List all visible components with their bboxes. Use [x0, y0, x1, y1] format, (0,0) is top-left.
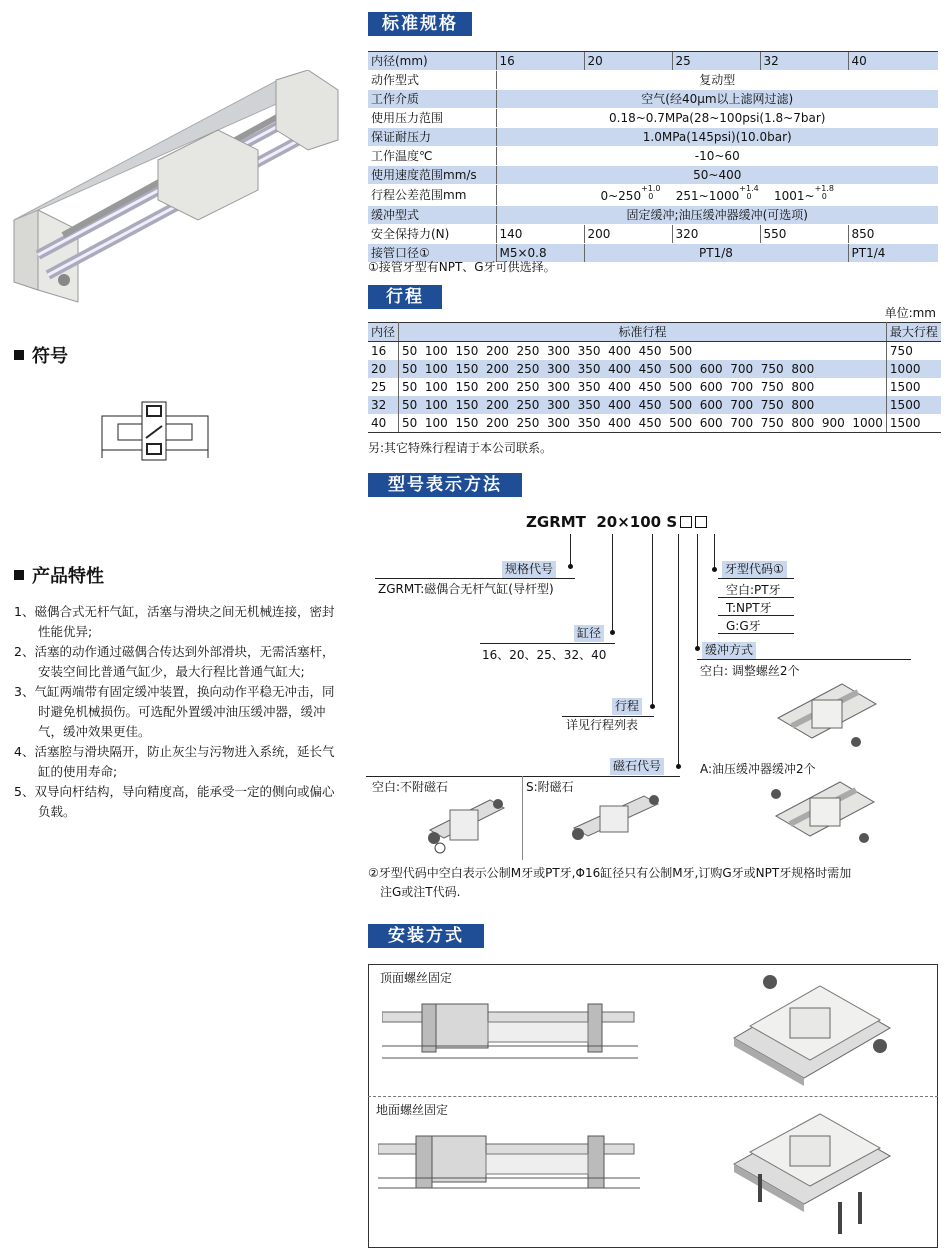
magnet-none-image: [420, 790, 510, 860]
stroke-desc: 详见行程列表: [566, 718, 639, 732]
model-code: ZGRMT 20×100 S: [526, 513, 707, 531]
feature-item: 2、活塞的动作通过磁偶合传达到外部滑块，无需活塞杆，安装空间比普通气缸少，最大行程比普通气缸大;: [14, 644, 335, 679]
table-row: 内径 标准行程 最大行程: [368, 323, 941, 342]
spec-table: [368, 52, 938, 263]
spec-code-label: 规格代号: [502, 561, 556, 578]
stroke-unit: 单位:mm: [884, 306, 936, 320]
table-row: 40 50 100 150 200 250 300 350 400 450 500 600 700 750 800 900 1000 1500: [368, 414, 941, 433]
magnet-s: S:附磁石: [526, 780, 574, 794]
table-row: 20 50 100 150 200 250 300 350 400 450 500 600 700 750 800 1000: [368, 360, 941, 378]
table-row: 接管口径① M5×0.8 PT1/8 PT1/4: [368, 244, 938, 263]
spec-code-desc: ZGRMT:磁偶合无杆气缸(导杆型): [378, 582, 554, 596]
table-row: 保证耐压力 1.0MPa(145psi)(10.0bar): [368, 128, 938, 147]
table-row: 使用压力范围 0.18~0.7MPa(28~100psi(1.8~7bar): [368, 109, 938, 128]
table-row: 工作介质 空气(经40μm以上滤网过滤): [368, 90, 938, 109]
stroke-note: 另:其它特殊行程请于本公司联系。: [368, 441, 553, 455]
symbol-heading: 符号: [14, 342, 68, 368]
cushion-a: A:油压缓冲器缓冲2个: [700, 762, 816, 776]
stroke-table: [368, 322, 941, 433]
mount-bottom-section: [378, 1128, 640, 1198]
table-row: 内径(mm) 16 20 25 32 40: [368, 52, 938, 71]
table-row: 动作型式 复动型: [368, 71, 938, 90]
table-row: 行程公差范围mm 0~250 +1.0 0 251~1000 +1.4 0 1001~ +1.8 0: [368, 185, 938, 206]
spec-title: 标准规格: [368, 12, 472, 36]
mount-bottom-label: 地面螺丝固定: [376, 1103, 449, 1117]
cushion-hydraulic-image: [768, 776, 880, 854]
bore-desc: 16、20、25、32、40: [482, 648, 607, 662]
table-row: 安全保持力(N) 140 200 320 550 850: [368, 225, 938, 244]
pneumatic-symbol: [98, 398, 216, 462]
thread-option: G:G牙: [726, 619, 761, 633]
table-row: 32 50 100 150 200 250 300 350 400 450 500 600 700 750 800 1500: [368, 396, 941, 414]
mount-top-label: 顶面螺丝固定: [380, 971, 453, 985]
table-row: 缓冲型式 固定缓冲;油压缓冲器缓冲(可选项): [368, 206, 938, 225]
features-list: [14, 602, 344, 822]
model-note: ②牙型代码中空白表示公制M牙或PT牙,Φ16缸径只有公制M牙,订购G牙或NPT牙规格时需加 注G或注T代码.: [368, 866, 852, 899]
thread-option: T:NPT牙: [726, 601, 772, 615]
mount-bottom-image: [730, 1102, 900, 1242]
mount-top-section: [382, 996, 638, 1066]
feature-item: 4、活塞腔与滑块隔开，防止灰尘与污物进入系统，延长气缸的使用寿命;: [14, 744, 335, 779]
table-row: 25 50 100 150 200 250 300 350 400 450 500 600 700 750 800 1500: [368, 378, 941, 396]
mount-top-image: [730, 968, 900, 1090]
stroke-label: 行程: [612, 698, 642, 715]
thread-label: 牙型代码①: [722, 561, 787, 578]
feature-item: 5、双导向杆结构，导向精度高，能承受一定的侧向或偏心负载。: [14, 784, 335, 819]
model-title: 型号表示方法: [368, 473, 522, 497]
stroke-title: 行程: [368, 285, 442, 309]
thread-option: 空白:PT牙: [726, 583, 781, 597]
feature-item: 1、磁偶合式无杆气缸，活塞与滑块之间无机械连接，密封性能优异;: [14, 604, 335, 639]
feature-item: 3、气缸两端带有固定缓冲装置，换向动作平稳无冲击，同时避免机械损伤。可选配外置缓冲油压缓冲器，缓冲气，缓冲效果更佳。: [14, 684, 335, 739]
cushion-screw-image: [772, 678, 882, 756]
bore-label: 缸径: [574, 625, 604, 642]
magnet-label: 磁石代号: [610, 758, 664, 775]
magnet-blank: 空白:不附磁石: [372, 780, 449, 794]
cushion-label: 缓冲方式: [702, 642, 756, 659]
features-heading: 产品特性: [14, 562, 104, 588]
table-row: 工作温度℃ -10~60: [368, 147, 938, 166]
spec-note: ①接管牙型有NPT、G牙可供选择。: [368, 260, 556, 274]
table-row: 16 50 100 150 200 250 300 350 400 450 500 750: [368, 342, 941, 361]
table-row: 使用速度范围mm/s 50~400: [368, 166, 938, 185]
cushion-blank: 空白: 调整螺丝2个: [700, 664, 800, 678]
product-image: [8, 70, 348, 310]
magnet-s-image: [566, 788, 666, 850]
mount-title: 安装方式: [368, 924, 484, 948]
